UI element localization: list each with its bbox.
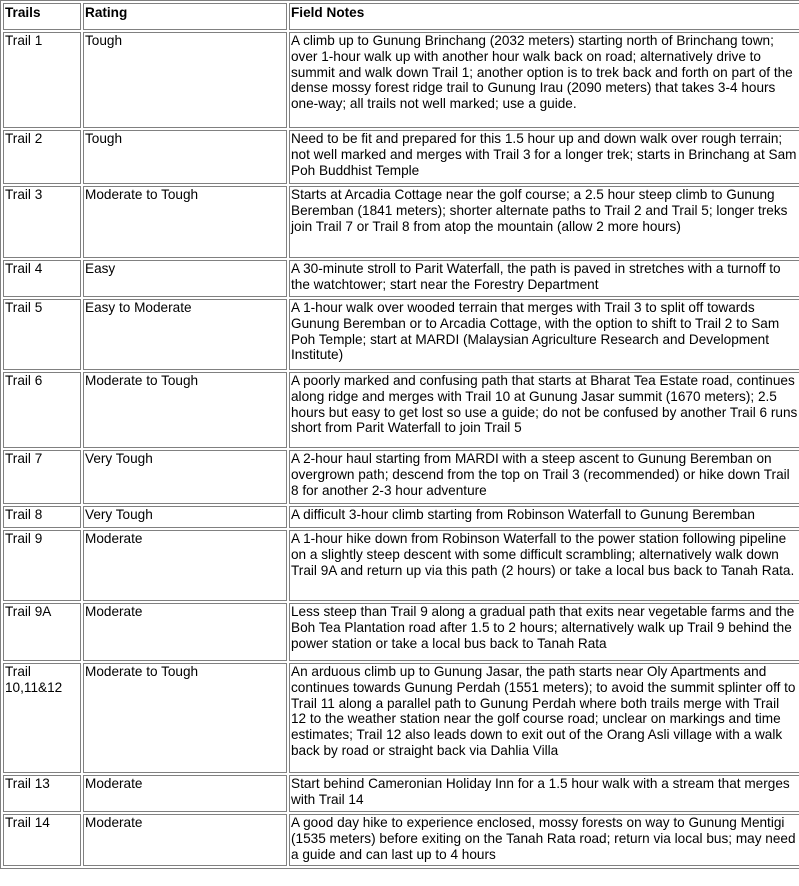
table-row <box>3 32 799 128</box>
trail-name: Trail 14 <box>3 814 81 866</box>
trail-notes: Start behind Cameronian Holiday Inn for a 1.5 hour walk with a stream that merges with Trail 14 <box>289 775 799 812</box>
table-row <box>3 663 799 773</box>
header-row <box>3 3 799 30</box>
table-row <box>3 186 799 258</box>
trail-rating: Easy to Moderate <box>83 299 287 370</box>
trail-notes: A climb up to Gunung Brinchang (2032 meters) starting north of Brinchang town; over 1-hour walk up with another hour walk back on road; alternatively drive to summit and walk down Trail 1; another option is to trek back and forth on part of the dense mossy forest ridge trail to Gunung Irau (2090 meters) that takes 3-4 hours one-way; all trails not well marked; use a guide. <box>289 32 799 128</box>
trail-rating: Tough <box>83 130 287 184</box>
trail-name: Trail 3 <box>3 186 81 258</box>
table-row <box>3 603 799 661</box>
trail-notes: A poorly marked and confusing path that starts at Bharat Tea Estate road, continues along ridge and merges with Trail 10 at Gunung Jasar summit (1670 meters); 2.5 hours but easy to get lost so use a guide; do not be confused by another Trail 6 runs short from Parit Waterfall to join Trail 5 <box>289 372 799 448</box>
trail-rating: Very Tough <box>83 506 287 528</box>
trail-name: Trail 10,11&12 <box>3 663 81 773</box>
trail-notes: A difficult 3-hour climb starting from Robinson Waterfall to Gunung Beremban <box>289 506 799 528</box>
trail-name: Trail 4 <box>3 260 81 297</box>
trail-notes: A 30-minute stroll to Parit Waterfall, the path is paved in stretches with a turnoff to the watchtower; start near the Forestry Department <box>289 260 799 297</box>
trail-rating: Moderate <box>83 603 287 661</box>
trail-rating: Tough <box>83 32 287 128</box>
trail-notes: A 1-hour hike down from Robinson Waterfall to the power station following pipeline on a slightly steep descent with some difficult scrambling; alternatively walk down Trail 9A and return up via this path (2 hours) or take a local bus back to Tanah Rata. <box>289 530 799 601</box>
trail-name: Trail 13 <box>3 775 81 812</box>
trail-rating: Moderate to Tough <box>83 186 287 258</box>
trail-rating: Moderate <box>83 814 287 866</box>
trail-notes: Need to be fit and prepared for this 1.5 hour up and down walk over rough terrain; not well marked and merges with Trail 3 for a longer trek; starts in Brinchang at Sam Poh Buddhist Temple <box>289 130 799 184</box>
table-row <box>3 506 799 528</box>
trail-rating: Moderate <box>83 530 287 601</box>
table-row <box>3 530 799 601</box>
trail-rating: Moderate to Tough <box>83 372 287 448</box>
table-row <box>3 299 799 370</box>
trail-name: Trail 9A <box>3 603 81 661</box>
trail-name: Trail 8 <box>3 506 81 528</box>
trail-name: Trail 6 <box>3 372 81 448</box>
table-row <box>3 260 799 297</box>
trail-notes: A good day hike to experience enclosed, mossy forests on way to Gunung Mentigi (1535 meters) before exiting on the Tanah Rata road; return via local bus; may need a guide and can last up to 4 hours <box>289 814 799 866</box>
header-trails: Trails <box>3 3 81 30</box>
table-row <box>3 372 799 448</box>
trail-name: Trail 9 <box>3 530 81 601</box>
trail-notes: Starts at Arcadia Cottage near the golf course; a 2.5 hour steep climb to Gunung Beremban (1841 meters); shorter alternate paths to Trail 2 and Trail 5; longer treks join Trail 7 or Trail 8 from atop the mountain (allow 2 more hours) <box>289 186 799 258</box>
trail-notes: A 1-hour walk over wooded terrain that merges with Trail 3 to split off towards Gunung Beremban or to Arcadia Cottage, with the option to shift to Trail 2 to Sam Poh Temple; start at MARDI (Malaysian Agriculture Research and Development Institute) <box>289 299 799 370</box>
table-row <box>3 775 799 812</box>
trail-rating: Moderate to Tough <box>83 663 287 773</box>
trail-name: Trail 2 <box>3 130 81 184</box>
trail-name: Trail 7 <box>3 450 81 504</box>
trail-rating: Moderate <box>83 775 287 812</box>
table-row <box>3 130 799 184</box>
trail-name: Trail 1 <box>3 32 81 128</box>
trail-rating: Easy <box>83 260 287 297</box>
table-row <box>3 814 799 866</box>
header-field-notes: Field Notes <box>289 3 799 30</box>
trail-notes: A 2-hour haul starting from MARDI with a steep ascent to Gunung Beremban on overgrown path; descend from the top on Trail 3 (recommended) or hike down Trail 8 for another 2-3 hour adventure <box>289 450 799 504</box>
trail-name: Trail 5 <box>3 299 81 370</box>
trail-rating: Very Tough <box>83 450 287 504</box>
table-row <box>3 450 799 504</box>
trail-notes: Less steep than Trail 9 along a gradual path that exits near vegetable farms and the Boh Tea Plantation road after 1.5 to 2 hours; alternatively walk up Trail 9 behind the power station or take a local bus back to Tanah Rata <box>289 603 799 661</box>
header-rating: Rating <box>83 3 287 30</box>
trail-notes: An arduous climb up to Gunung Jasar, the path starts near Oly Apartments and continues towards Gunung Perdah (1551 meters); to avoid the summit splinter off to Trail 11 along a parallel path to Gunung Perdah where both trails merge with Trail 12 to the weather station near the golf course road; unclear on markings and time estimates; Trail 12 also leads down to exit out of the Orang Asli village with a walk back by road or straight back via Dahlia Villa <box>289 663 799 773</box>
